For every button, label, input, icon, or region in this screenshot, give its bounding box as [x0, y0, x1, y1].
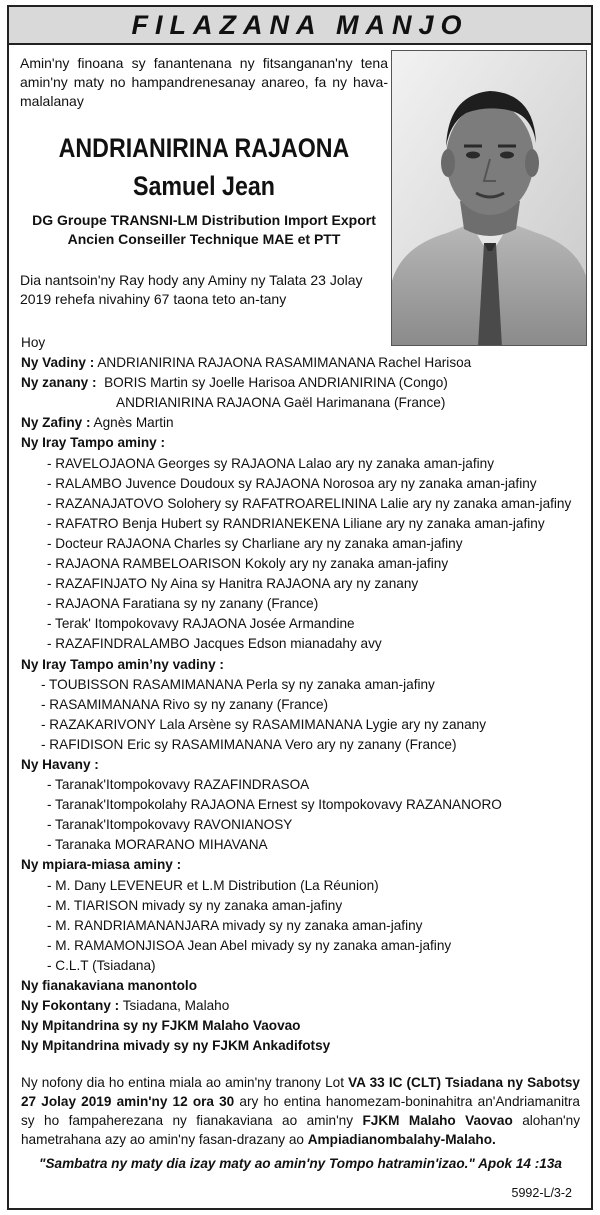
iray-tampo-label: Ny Iray Tampo aminy :: [21, 435, 166, 451]
deceased-titles: [20, 211, 388, 249]
fokontany-row: [21, 996, 581, 1016]
deceased-given-name: Samuel Jean: [133, 171, 275, 201]
closing-bold: VA 33 IC (CLT) Tsiadana ny Sabotsy 27 Jolay 2019 amin'ny 12 ora 30: [21, 1075, 580, 1109]
vadiny-label: Ny Vadiny :: [21, 355, 95, 371]
list-item: - RAFIDISON Eric sy RASAMIMANANA Vero ary ny zanany (France): [41, 736, 457, 752]
funeral-details: [21, 1073, 580, 1149]
list-item: - M. Dany LEVENEUR et L.M Distribution (La Réunion): [47, 877, 379, 893]
list-item: - Taranak'Itompokovavy RAZAFINDRASOA: [47, 777, 310, 793]
zanany-label: Ny zanany :: [21, 375, 97, 391]
mpitandrina-row: Ny Mpitandrina sy ny FJKM Malaho Vaovao: [21, 1018, 301, 1034]
scripture-quote: "Sambatra ny maty dia izay maty ao amin'ny Tompo hatramin'izao." Apok 14 :13a: [39, 1156, 562, 1171]
list-item: - RALAMBO Juvence Doudoux sy RAJAONA Norosoa ary ny zanaka aman-jafiny: [47, 475, 537, 491]
iray-tampo-list: [21, 454, 581, 655]
list-item: - RAVELOJAONA Georges sy RAJAONA Lalao ary ny zanaka aman-jafiny: [47, 455, 495, 471]
closing-bold: FJKM Malaho Vaovao: [362, 1113, 513, 1128]
notice-header: [9, 7, 591, 45]
closing-bold: Ampiadianombalahy-Malaho.: [307, 1132, 496, 1147]
hoy-label: Hoy: [21, 335, 46, 350]
list-item: - M. TIARISON mivady sy ny zanaka aman-jafiny: [47, 897, 343, 913]
havany-list: [21, 775, 581, 855]
notice-title: FILAZANA MANJO: [131, 9, 469, 40]
closing-text: Ny nofony dia ho entina miala ao amin'ny tranony Lot: [21, 1075, 349, 1090]
fianakaviana-row: Ny fianakaviana manontolo: [21, 978, 198, 993]
list-item: - C.L.T (Tsiadana): [47, 957, 156, 973]
family-list: [21, 333, 581, 1056]
havany-label: Ny Havany :: [21, 756, 99, 772]
reference-code: 5992-L/3-2: [511, 1186, 572, 1200]
list-item: - RAZAFINJATO Ny Aina sy Hanitra RAJAONA ary ny zanany: [47, 576, 419, 592]
closing-text: ary ho entina hanomezam-boninahitra an'Andriamanitra sy ho fampaherezana ny fianakaviana ao amin'ny: [21, 1094, 580, 1128]
list-item: - M. RANDRIAMANANJARA mivady sy ny zanaka aman-jafiny: [47, 917, 423, 933]
list-item: - Taranaka MORARANO MIHAVANA: [47, 837, 268, 853]
vadiny-row: [21, 353, 581, 373]
fokontany-text: Tsiadana, Malaho: [122, 998, 230, 1014]
deceased-name: ANDRIANIRINA RAJAONA: [58, 133, 350, 163]
zafiny-text: Agnès Martin: [93, 415, 174, 431]
death-notice: Dia nantsoin'ny Ray hody any Aminy ny Talata 23 Jolay 2019 rehefa nivahiny 67 taona teto an-tany: [20, 272, 363, 307]
list-item: - Taranak'Itompokolahy RAJAONA Ernest sy Itompokovavy RAZANANORO: [47, 797, 502, 813]
vadiny-text: ANDRIANIRINA RAJAONA RASAMIMANANA Rachel Harisoa: [97, 355, 472, 371]
mpiara-miasa-label: Ny mpiara-miasa aminy :: [21, 857, 182, 873]
list-item: - TOUBISSON RASAMIMANANA Perla sy ny zanaka aman-jafiny: [41, 676, 435, 692]
zafiny-label: Ny Zafiny :: [21, 415, 91, 431]
mpitandrina-row: Ny Mpitandrina mivady sy ny FJKM Ankadifotsy: [21, 1038, 331, 1054]
list-item: - Terak' Itompokovavy RAJAONA Josée Armandine: [47, 616, 355, 632]
list-item: - Taranak'Itompokovavy RAVONIANOSY: [47, 817, 293, 833]
list-item: - RAJAONA Faratiana sy ny zanany (France): [47, 596, 319, 612]
zanany-row: [21, 393, 581, 413]
zanany-line: BORIS Martin sy Joelle Harisoa ANDRIANIRINA (Congo): [104, 375, 448, 391]
title-line: DG Groupe TRANSNI-LM Distribution Import Export: [32, 212, 376, 228]
list-item: - RAZANAJATOVO Solohery sy RAFATROARELININA Lalie ary ny zanaka aman-jafiny: [47, 495, 572, 511]
zanany-row: [21, 373, 581, 393]
closing-text: alohan'ny hametrahana azy ao amin'ny fasan-drazany ao: [21, 1113, 580, 1147]
zafiny-row: [21, 413, 581, 433]
list-item: - RAFATRO Benja Hubert sy RANDRIANEKENA Liliane ary ny zanaka aman-jafiny: [47, 515, 545, 531]
list-item: - RAZAKARIVONY Lala Arsène sy RASAMIMANANA Lygie ary ny zanany: [41, 716, 486, 732]
iray-tampo-vadiny-label: Ny Iray Tampo amin’ny vadiny :: [21, 656, 224, 672]
intro-text: Amin'ny finoana sy fanantenana ny fitsanganan'ny tena amin'ny maty no hampandrenesanay anareo, fa ny hava-malalanay: [20, 55, 388, 109]
list-item: - RASAMIMANANA Rivo sy ny zanany (France): [41, 696, 329, 712]
portrait-photo: [391, 50, 587, 346]
mpiara-miasa-list: [21, 876, 581, 976]
iray-tampo-vadiny-list: [21, 675, 581, 755]
fokontany-label: Ny Fokontany :: [21, 998, 120, 1014]
title-line: Ancien Conseiller Technique MAE et PTT: [67, 231, 341, 247]
zanany-line: ANDRIANIRINA RAJAONA Gaël Harimanana (France): [116, 395, 446, 411]
list-item: - M. RAMAMONJISOA Jean Abel mivady sy ny zanaka aman-jafiny: [47, 937, 452, 953]
list-item: - Docteur RAJAONA Charles sy Charliane ary ny zanaka aman-jafiny: [47, 535, 463, 551]
list-item: - RAZAFINDRALAMBO Jacques Edson mianadahy avy: [47, 636, 382, 652]
list-item: - RAJAONA RAMBELOARISON Kokoly ary ny zanaka aman-jafiny: [47, 556, 449, 572]
